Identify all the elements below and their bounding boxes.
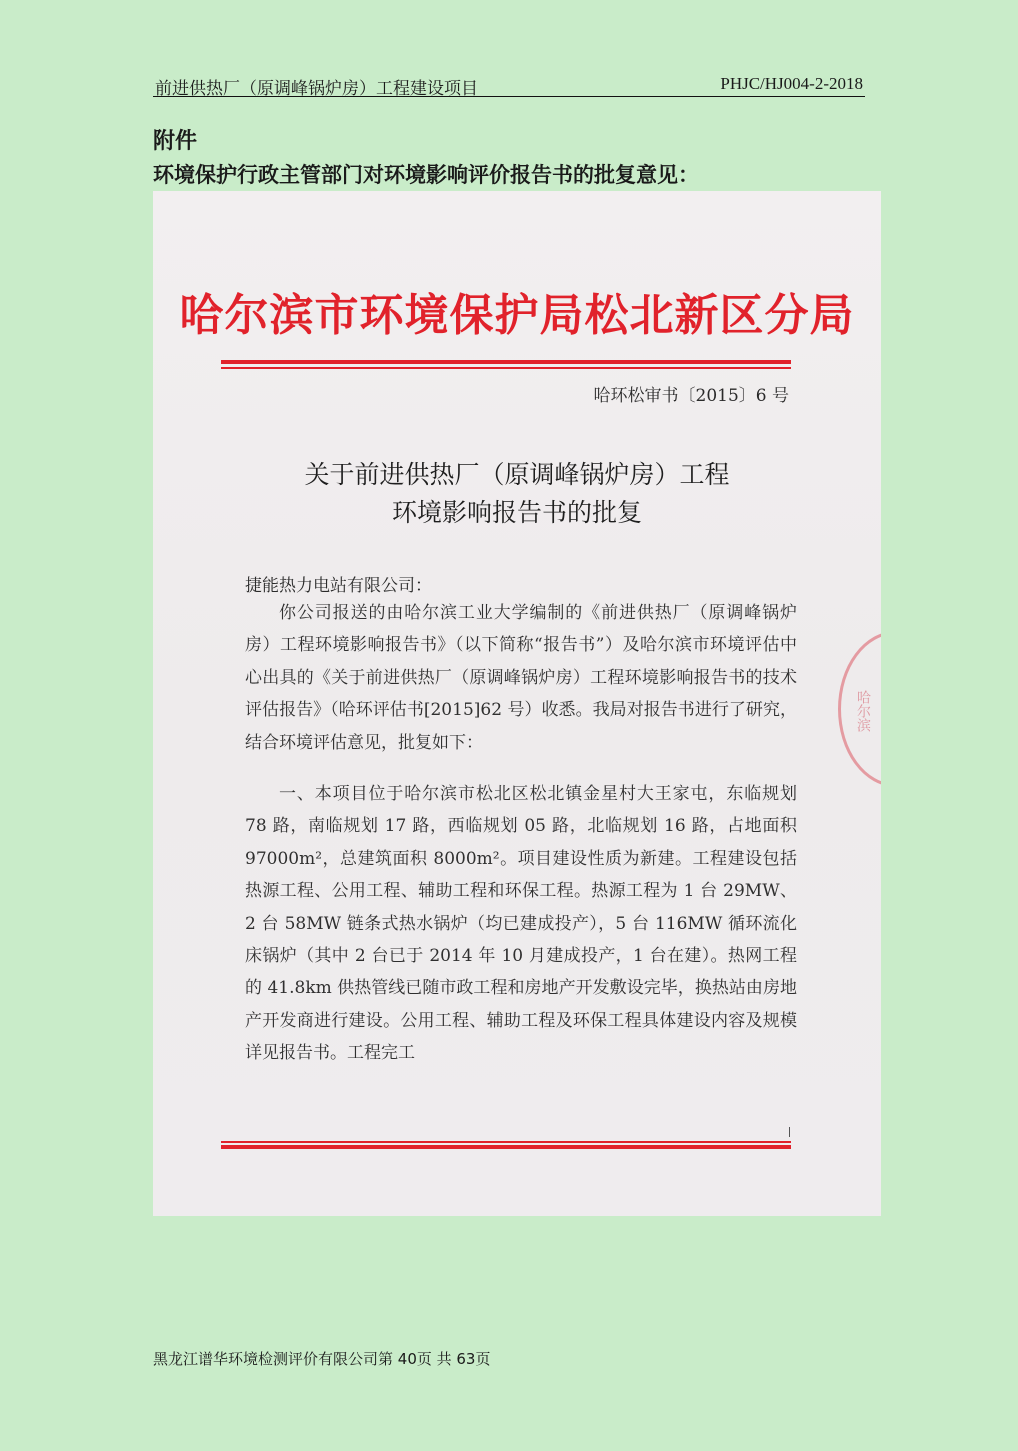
addressee: 捷能热力电站有限公司： xyxy=(245,576,432,596)
red-header-line xyxy=(221,360,791,364)
page-footer: 黑龙江谱华环境检测评价有限公司第 40页 共 63页 xyxy=(153,1350,491,1368)
letter-paragraph-item-1: 一、本项目位于哈尔滨市松北区松北镇金星村大王家屯，东临规划 78 路，南临规划 17 路，西临规划 05 路，北临规划 16 路，占地面积 97000m²，总建筑面积 8000m²。项目建设性质为新建。工程建设包括热源工程、公用工程、辅助工程和环保工程。热源工程为 1 台 29MW、2 台 58MW 链条式热水锅炉（均已建成投产），5 台 116MW 循环流化床锅炉（其中 2 台已于 2014 年 10 月建成投产，1 台在建）。热网工程的 41.8km 供热管线已随市政工程和房地产开发敷设完毕，换热站由房地产开发商进行建设。公用工程、辅助工程及环保工程具体建设内容及规模详见报告书。工程完工 xyxy=(245,784,797,1064)
letter-title-line1: 关于前进供热厂（原调峰锅炉房）工程 xyxy=(304,460,730,489)
issuing-organization: 哈尔滨市环境保护局松北新区分局 xyxy=(179,290,855,341)
letter-paragraph-intro: 你公司报送的由哈尔滨工业大学编制的《前进供热厂（原调峰锅炉房）工程环境影响报告书》（以下简称“报告书”）及哈尔滨市环境评估中心出具的《关于前进供热厂（原调峰锅炉房）工程环境影响报告书的技术评估报告》（哈环评估书[2015]62 号）收悉。我局对报告书进行了研究，结合环境评估意见，批复如下： xyxy=(245,603,797,753)
section-title: 环境保护行政主管部门对环境影响评价报告书的批复意见： xyxy=(153,163,699,187)
document-number: 哈环松审书〔2015〕6 号 xyxy=(593,386,789,406)
annex-label: 附件 xyxy=(153,129,198,154)
scanned-approval-letter xyxy=(153,191,881,1216)
red-header-line-thin xyxy=(221,367,791,369)
header-project-title: 前进供热厂（原调峰锅炉房）工程建设项目 xyxy=(155,79,478,99)
header-doc-code: PHJC/HJ004-2-2018 xyxy=(720,74,863,93)
page-mark xyxy=(789,1127,790,1137)
red-footer-line-thin xyxy=(221,1141,791,1143)
letter-title-line2: 环境影响报告书的批复 xyxy=(391,498,642,527)
red-footer-line xyxy=(221,1145,791,1149)
official-seal-stamp: 哈尔滨 xyxy=(838,631,881,787)
header-rule xyxy=(153,96,865,97)
